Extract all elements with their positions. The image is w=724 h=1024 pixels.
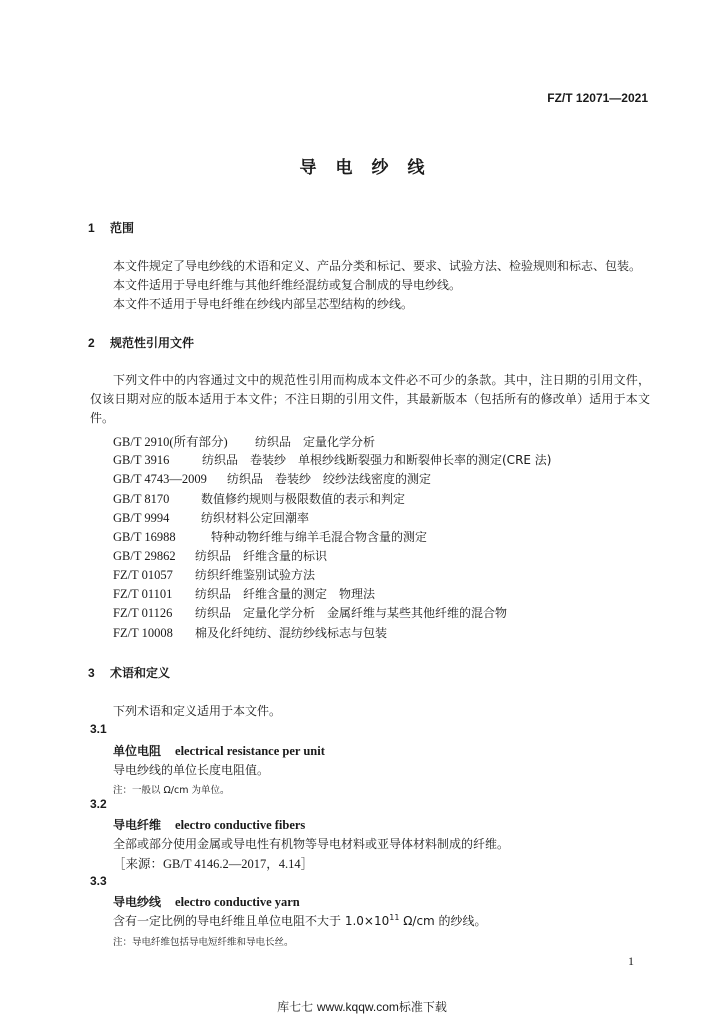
document-title: 导电纱线 — [299, 158, 444, 178]
term-number: 3.1 — [90, 722, 107, 736]
reference-item — [113, 490, 405, 507]
term-definition — [113, 912, 487, 929]
reference-item — [113, 566, 315, 583]
term-en: electro conductive fibers — [175, 818, 306, 832]
footer-suffix: 标准下载 — [398, 1000, 447, 1014]
section-title: 规范性引用文件 — [110, 336, 195, 350]
section-number: 2 — [88, 336, 95, 350]
term-number: 3.2 — [90, 797, 107, 811]
reference-code: GB/T 3916 — [113, 453, 170, 467]
reference-item — [113, 528, 427, 545]
term-definition: 全部或部分使用金属或导电性有机物等导电材料或亚导体材料制成的纤维。 — [113, 837, 510, 851]
reference-title: 纺织品 卷装纱 绞纱法线密度的测定 — [227, 472, 432, 486]
reference-code: FZ/T 01126 — [113, 606, 173, 620]
footer-prefix: 库七七 — [277, 1000, 317, 1014]
term-source: ［来源：GB/T 4146.2—2017，4.14］ — [113, 857, 314, 871]
section-1-heading — [88, 219, 134, 236]
reference-item — [113, 509, 309, 526]
term-heading — [113, 893, 300, 910]
term-note: 注：一般以 Ω/cm 为单位。 — [113, 785, 230, 796]
term-heading — [113, 742, 325, 759]
reference-item — [113, 432, 375, 450]
reference-code: GB/T 29862 — [113, 549, 176, 563]
reference-code: GB/T 2910(所有部分) — [113, 435, 228, 449]
section-number: 1 — [88, 221, 95, 235]
reference-code: GB/T 16988 — [113, 530, 176, 544]
reference-code: GB/T 8170 — [113, 492, 170, 506]
definition-text: Ω/cm 的纱线。 — [399, 914, 487, 928]
reference-item — [113, 451, 551, 468]
reference-title: 特种动物纤维与绵羊毛混合物含量的测定 — [211, 530, 428, 544]
reference-item — [113, 470, 431, 487]
section-2-heading — [88, 334, 194, 351]
term-en: electro conductive yarn — [175, 895, 300, 909]
reference-title: 棉及化纤纯纺、混纺纱线标志与包装 — [195, 626, 388, 640]
paragraph: 下列文件中的内容通过文中的规范性引用而构成本文件必不可少的条款。其中，注日期的引用文件，仅该日期对应的版本适用于本文件；不注日期的引用文件，其最新版本（包括所有的修改单）适用于本文件。 — [90, 373, 650, 425]
term-definition: 导电纱线的单位长度电阻值。 — [113, 763, 270, 777]
section-number: 3 — [88, 666, 95, 680]
paragraph: 本文件不适用于导电纤维在纱线内部呈芯型结构的纱线。 — [113, 297, 414, 311]
term-note: 注：导电纤维包括导电短纤维和导电长丝。 — [113, 937, 294, 948]
reference-title: 纺织纤维鉴别试验方法 — [195, 568, 316, 582]
reference-title: 纺织品 定量化学分析 金属纤维与某些其他纤维的混合物 — [195, 606, 508, 620]
reference-title: 纺织材料公定回潮率 — [201, 511, 310, 525]
footer-watermark — [0, 998, 724, 1015]
section-title: 术语和定义 — [110, 666, 171, 680]
reference-title: 纺织品 纤维含量的标识 — [195, 549, 328, 563]
reference-item — [113, 585, 375, 602]
standard-code: FZ/T 12071—2021 — [547, 91, 648, 105]
reference-code: FZ/T 10008 — [113, 626, 173, 640]
reference-item — [113, 604, 507, 621]
reference-code: GB/T 9994 — [113, 511, 170, 525]
definition-text: 含有一定比例的导电纤维且单位电阻不大于 1.0×10 — [113, 914, 390, 928]
reference-code: FZ/T 01101 — [113, 587, 173, 601]
term-zh: 导电纤维 — [113, 818, 162, 832]
paragraph: 本文件适用于导电纤维与其他纤维经混纺或复合制成的导电纱线。 — [113, 278, 462, 292]
reference-item — [113, 547, 327, 564]
page-number: 1 — [628, 954, 634, 968]
reference-item — [113, 624, 387, 641]
reference-title: 纺织品 卷装纱 单根纱线断裂强力和断裂伸长率的测定(CRE 法) — [202, 453, 552, 467]
definition-exponent: 11 — [389, 913, 400, 922]
term-en: electrical resistance per unit — [175, 744, 325, 758]
section-title: 范围 — [110, 221, 135, 235]
term-number: 3.3 — [90, 874, 107, 888]
reference-code: GB/T 4743—2009 — [113, 472, 207, 486]
reference-title: 纺织品 定量化学分析 — [255, 435, 376, 449]
paragraph: 下列术语和定义适用于本文件。 — [113, 704, 282, 718]
reference-title: 纺织品 纤维含量的测定 物理法 — [195, 587, 376, 601]
term-heading — [113, 816, 305, 833]
footer-url[interactable]: www.kqqw.com — [316, 1000, 399, 1014]
paragraph: 本文件规定了导电纱线的术语和定义、产品分类和标记、要求、试验方法、检验规则和标志、包装。 — [113, 259, 642, 273]
term-zh: 导电纱线 — [113, 895, 162, 909]
section-3-heading — [88, 664, 170, 681]
reference-code: FZ/T 01057 — [113, 568, 173, 582]
term-zh: 单位电阻 — [113, 744, 162, 758]
reference-title: 数值修约规则与极限数值的表示和判定 — [201, 492, 406, 506]
